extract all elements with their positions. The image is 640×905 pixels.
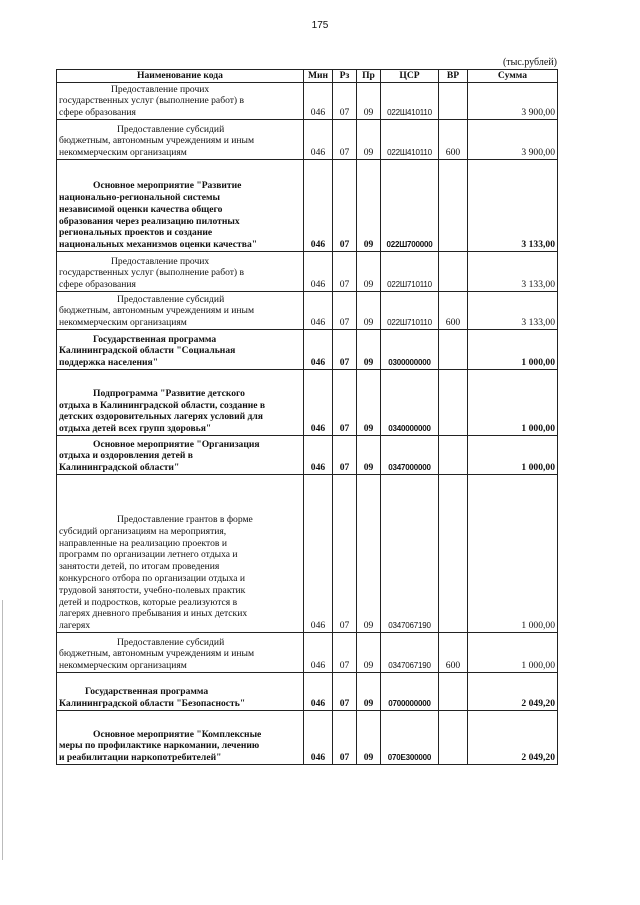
row-rz: 07 [333,711,357,765]
row-name-line: Предоставление грантов в форме [117,514,253,526]
table-row [57,120,558,160]
row-name-line: Калининградской области "Социальная [59,345,236,357]
row-name-line: направленные на реализацию проектов и [59,537,227,549]
row-csr: 0340000000 [381,370,439,436]
row-vr [439,330,468,370]
row-min: 046 [304,370,333,436]
row-csr: 0347067190 [381,633,439,673]
row-min: 046 [304,292,333,330]
row-name [57,83,304,120]
row-csr: 022Ш410110 [381,83,439,120]
row-sum: 1 000,00 [468,633,558,673]
row-vr [439,83,468,120]
row-csr: 022Ш410110 [381,120,439,160]
row-csr: 022Ш700000 [381,160,439,252]
row-csr: 022Ш710110 [381,292,439,330]
row-pr: 09 [357,633,381,673]
row-rz: 07 [333,160,357,252]
row-name-line: национально-региональной системы [59,192,220,204]
row-name-line: Основное мероприятие "Развитие [93,180,242,192]
row-name-line: отдыха и оздоровления детей в [59,450,193,462]
row-pr: 09 [357,292,381,330]
budget-table [56,69,558,765]
table-row [57,252,558,292]
row-sum: 3 133,00 [468,292,558,330]
row-name-line: Основное мероприятие "Организация [93,438,260,450]
row-name-line: некоммерческим организациям [59,317,187,329]
row-name-line: бюджетным, автономным учреждениям и иным [59,305,255,317]
row-sum: 1 000,00 [468,370,558,436]
row-min: 046 [304,160,333,252]
row-vr [439,711,468,765]
row-csr: 0300000000 [381,330,439,370]
row-name-line: отдыха детей всех групп здоровья" [59,423,212,435]
row-name [57,475,304,633]
row-sum: 3 900,00 [468,83,558,120]
row-pr: 09 [357,711,381,765]
row-name-line: отдыха в Калининградской области, создание в [59,399,266,411]
row-csr: 022Ш710110 [381,252,439,292]
row-name-line: лагерях [59,620,91,632]
row-sum: 1 000,00 [468,436,558,475]
row-name-line: программ по организации летнего отдыха и [59,549,238,561]
header-csr: ЦСР [381,70,439,83]
row-name-line: субсидий организациям на мероприятия, [59,525,227,537]
header-rz: Рз [333,70,357,83]
row-csr: 0347000000 [381,436,439,475]
row-name-line: Государственная программа [93,333,217,345]
row-min: 046 [304,83,333,120]
row-name [57,292,304,330]
row-pr: 09 [357,120,381,160]
row-pr: 09 [357,252,381,292]
row-min: 046 [304,330,333,370]
unit-label: (тыс.рублей) [502,57,557,68]
row-name-line: поддержка населения" [59,357,159,369]
row-sum: 3 133,00 [468,160,558,252]
row-name [57,370,304,436]
row-rz: 07 [333,673,357,711]
row-name [57,160,304,252]
row-name-line: Предоставление прочих [111,255,210,267]
table-row [57,633,558,673]
row-vr [439,160,468,252]
row-sum: 3 900,00 [468,120,558,160]
row-pr: 09 [357,330,381,370]
row-rz: 07 [333,120,357,160]
table-row [57,370,558,436]
table-row [57,292,558,330]
row-min: 046 [304,711,333,765]
row-name-line: Основное мероприятие "Комплексные [93,728,262,740]
row-name-line: детей и подростков, которые реализуются в [59,596,238,608]
row-vr [439,436,468,475]
row-rz: 07 [333,83,357,120]
header-sum: Сумма [468,70,558,83]
row-vr: 600 [439,633,468,673]
row-pr: 09 [357,475,381,633]
row-sum: 2 049,20 [468,711,558,765]
row-name-line: Предоставление субсидий [117,636,225,648]
row-name-line: государственных услуг (выполнение работ) в [59,267,245,279]
row-min: 046 [304,436,333,475]
row-name-line: Калининградской области" [59,462,180,474]
row-vr [439,252,468,292]
row-name-line: меры по профилактике наркомании, лечению [59,740,260,752]
row-pr: 09 [357,160,381,252]
row-name [57,330,304,370]
row-rz: 07 [333,475,357,633]
row-name-line: региональных проектов и создание [59,227,213,239]
row-rz: 07 [333,436,357,475]
row-rz: 07 [333,330,357,370]
row-csr: 070Е300000 [381,711,439,765]
row-name-line: некоммерческим организациям [59,147,187,159]
row-rz: 07 [333,370,357,436]
row-csr: 0347067190 [381,475,439,633]
row-name-line: трудовой занятости, учебно-полевых практик [59,584,246,596]
row-name-line: Государственная программа [85,686,209,698]
row-name-line: Предоставление прочих [111,83,210,95]
row-sum: 1 000,00 [468,330,558,370]
row-csr: 0700000000 [381,673,439,711]
row-name-line: и реабилитации наркопотребителей" [59,752,222,764]
row-name-line: Предоставление субсидий [117,123,225,135]
row-vr: 600 [439,120,468,160]
row-name [57,673,304,711]
table-row [57,330,558,370]
row-min: 046 [304,673,333,711]
row-vr: 600 [439,292,468,330]
row-name-line: образования через реализацию пилотных [59,215,240,227]
table-row [57,673,558,711]
row-vr [439,475,468,633]
row-name [57,633,304,673]
row-name [57,436,304,475]
header-pr: Пр [357,70,381,83]
row-name-line: государственных услуг (выполнение работ) в [59,95,245,107]
row-pr: 09 [357,83,381,120]
row-name-line: Подпрограмма "Развитие детского [93,387,245,399]
table-row [57,83,558,120]
row-name-line: занятости детей, по итогам проведения [59,561,220,573]
table-row [57,436,558,475]
row-min: 046 [304,633,333,673]
table-row [57,160,558,252]
row-pr: 09 [357,673,381,711]
row-rz: 07 [333,633,357,673]
row-min: 046 [304,475,333,633]
row-sum: 3 133,00 [468,252,558,292]
row-name-line: сфере образования [59,107,136,119]
row-name [57,711,304,765]
row-name [57,252,304,292]
row-name [57,120,304,160]
row-pr: 09 [357,436,381,475]
table-header-row [57,70,558,83]
row-name-line: конкурсного отбора по организации отдыха и [59,573,246,585]
row-vr [439,370,468,436]
row-name-line: Калининградской области "Безопасность" [59,698,246,710]
row-min: 046 [304,120,333,160]
row-name-line: лагерях дневного пребывания и иных детских [59,608,248,620]
row-min: 046 [304,252,333,292]
row-pr: 09 [357,370,381,436]
row-vr [439,673,468,711]
table-row [57,711,558,765]
header-min: Мин [304,70,333,83]
page-number: 175 [311,20,329,31]
table-row [57,475,558,633]
row-sum: 1 000,00 [468,475,558,633]
header-name: Наименование кода [57,70,304,83]
row-rz: 07 [333,252,357,292]
row-rz: 07 [333,292,357,330]
row-name-line: детских оздоровительных лагерях условий для [59,411,263,423]
row-name-line: бюджетным, автономным учреждениям и иным [59,135,255,147]
row-sum: 2 049,20 [468,673,558,711]
row-name-line: Предоставление субсидий [117,293,225,305]
row-name-line: независимой оценки качества общего [59,203,223,215]
row-name-line: сфере образования [59,279,136,291]
row-name-line: национальных механизмов оценки качества" [59,239,258,251]
row-name-line: некоммерческим организациям [59,660,187,672]
row-name-line: бюджетным, автономным учреждениям и иным [59,648,255,660]
header-vr: ВР [439,70,468,83]
